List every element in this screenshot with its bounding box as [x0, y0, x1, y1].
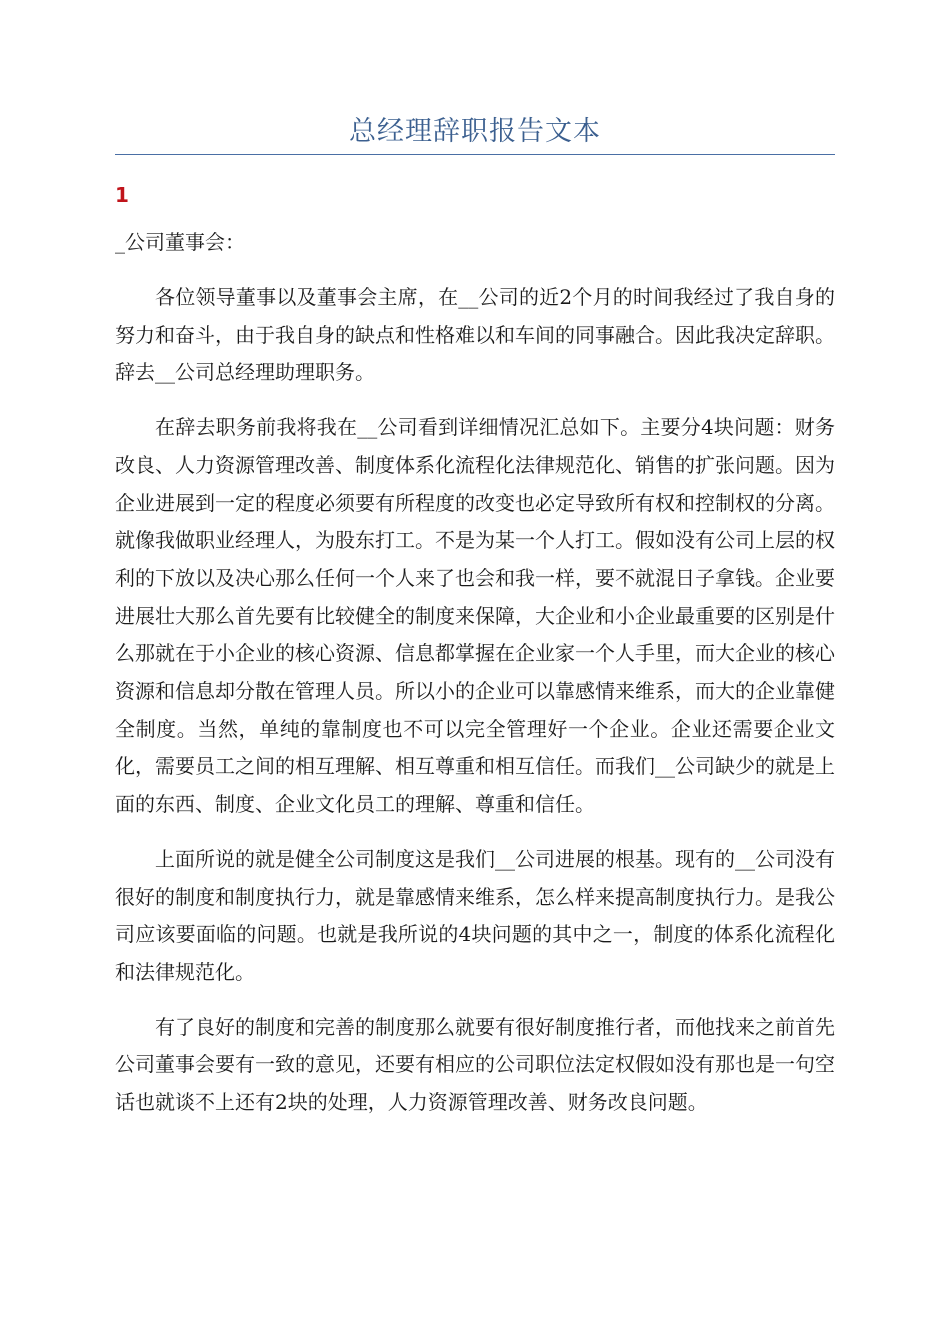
title-underline — [115, 154, 835, 155]
paragraph: 在辞去职务前我将我在__公司看到详细情况汇总如下。主要分4块问题：财务改良、人力资源管理改善、制度体系化流程化法律规范化、销售的扩张问题。因为企业进展到一定的程度必须要有所程度的改变也必定导致所有权和控制权的分离。就像我做职业经理人，为股东打工。不是为某一个人打工。假如没有公司上层的权利的下放以及决心那么任何一个人来了也会和我一样，要不就混日子拿钱。企业要进展壮大那么首先要有比较健全的制度来保障，大企业和小企业最重要的区别是什么那就在于小企业的核心资源、信息都掌握在企业家一个人手里，而大企业的核心资源和信息却分散在管理人员。所以小的企业可以靠感情来维系，而大的企业靠健全制度。当然，单纯的靠制度也不可以完全管理好一个企业。企业还需要企业文化，需要员工之间的相互理解、相互尊重和相互信任。而我们__公司缺少的就是上面的东西、制度、企业文化员工的理解、尊重和信任。 — [115, 415, 835, 817]
salutation: _公司董事会： — [115, 230, 245, 254]
section-number: 1 — [115, 183, 129, 207]
document-title: 总经理辞职报告文本 — [349, 116, 601, 147]
paragraph: 上面所说的就是健全公司制度这是我们__公司进展的根基。现有的__公司没有很好的制度和制度执行力，就是靠感情来维系，怎么样来提高制度执行力。是我公司应该要面临的问题。也就是我所说的4块问题的其中之一，制度的体系化流程化和法律规范化。 — [115, 846, 835, 984]
body-text — [115, 279, 835, 1139]
paragraph: 各位领导董事以及董事会主席，在__公司的近2个月的时间我经过了我自身的努力和奋斗，由于我自身的缺点和性格难以和车间的同事融合。因此我决定辞职。辞去__公司总经理助理职务。 — [115, 285, 835, 385]
paragraph: 有了良好的制度和完善的制度那么就要有很好制度推行者，而他找来之前首先公司董事会要有一致的意见，还要有相应的公司职位法定权假如没有那也是一句空话也就谈不上还有2块的处理，人力资源管理改善、财务改良问题。 — [115, 1014, 835, 1115]
